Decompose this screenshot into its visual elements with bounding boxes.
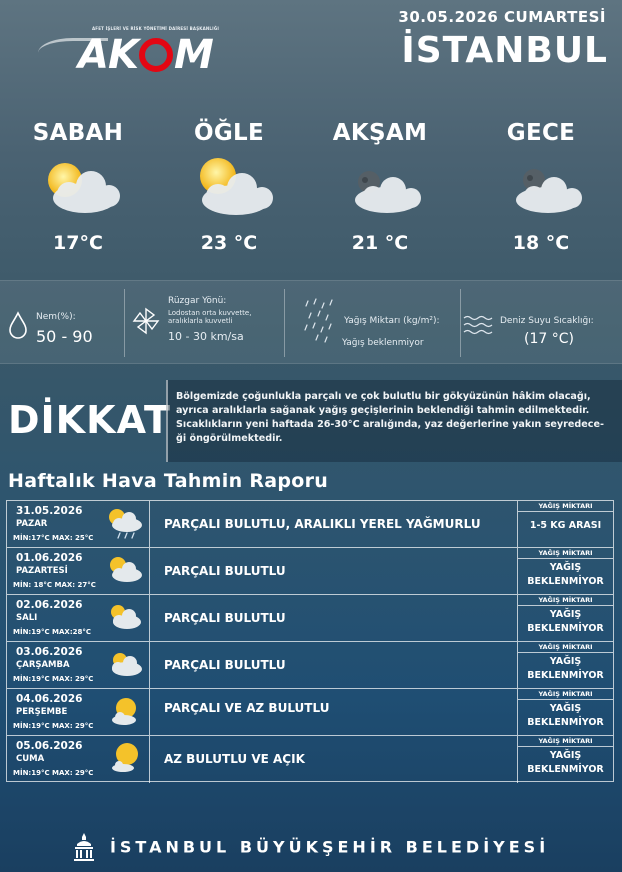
table-row <box>7 548 613 595</box>
warning-line: ayrıca aralıklarla sağanak yağış geçişlerinin beklendiği tahmin edilmektedir. <box>176 405 590 416</box>
divider <box>284 289 285 357</box>
day-date: 31.05.2026 <box>16 505 83 517</box>
rain-amount: 1-5 KG ARASI <box>529 520 602 531</box>
day-minmax: MİN:19°C MAX: 29°C <box>13 769 94 777</box>
mostly-sunny-icon <box>100 693 146 729</box>
day-name: SALI <box>16 613 38 623</box>
period-temp: 18 °C <box>512 232 570 254</box>
warning-box <box>166 380 622 462</box>
humidity-value: 50 - 90 <box>36 327 93 346</box>
rain-cell <box>518 689 613 735</box>
info-strip <box>0 280 622 364</box>
ibb-logo-icon <box>73 832 95 862</box>
desc-cell <box>150 736 518 783</box>
warning-line: ği öngörülmektedir. <box>176 433 283 444</box>
water-drop-icon <box>8 311 28 339</box>
wind-label: Rüzgar Yönü: <box>168 296 227 306</box>
day-cell <box>7 595 150 641</box>
rain-cell <box>518 501 613 547</box>
wind-detail-1: Lodostan orta kuvvette, <box>168 309 252 317</box>
mostly-sunny-icon <box>100 740 146 776</box>
cloud-sun-rain-icon <box>100 505 146 541</box>
day-cell <box>7 736 150 783</box>
partly-cloudy-moon-icon <box>325 150 435 228</box>
logo-subtitle: AFET İŞLERİ VE RİSK YÖNETİMİ DAİRESİ BAŞKANLIĞI <box>92 26 220 31</box>
rain-value: Yağış beklenmiyor <box>342 338 424 348</box>
day-minmax: MİN:19°C MAX:28°C <box>13 628 92 636</box>
partly-cloudy-sun-icon <box>174 150 284 228</box>
period-temp: 21 °C <box>351 232 409 254</box>
rain-header: YAĞIŞ MİKTARI <box>518 736 613 747</box>
warning-line: Bölgemizde çoğunlukla parçalı ve çok bulutlu bir gökyüzünün hâkim olacağı, <box>176 391 591 402</box>
day-minmax: MİN:19°C MAX: 29°C <box>13 675 94 683</box>
forecast-desc: AZ BULUTLU VE AÇIK <box>164 752 305 766</box>
footer <box>0 832 622 862</box>
humidity-label: Nem(%): <box>36 312 76 322</box>
period-ogle <box>159 120 299 254</box>
rain-amount: YAĞIŞ BEKLENMİYOR <box>527 703 604 728</box>
partly-cloudy-sun-icon <box>100 599 146 635</box>
day-cell <box>7 689 150 735</box>
table-row <box>7 736 613 783</box>
rain-header: YAĞIŞ MİKTARI <box>518 595 613 606</box>
partly-cloudy-sun-icon <box>23 150 133 228</box>
rain-cell <box>518 736 613 783</box>
city-name: İSTANBUL <box>401 30 608 71</box>
day-cell <box>7 501 150 547</box>
day-name: PERŞEMBE <box>16 707 68 717</box>
report-date: 30.05.2026 CUMARTESİ <box>398 8 606 26</box>
table-row <box>7 689 613 736</box>
day-date: 02.06.2026 <box>16 599 83 611</box>
forecast-desc: PARÇALI BULUTLU <box>164 658 286 672</box>
day-date: 03.06.2026 <box>16 646 83 658</box>
pinwheel-icon <box>130 305 162 337</box>
rain-header: YAĞIŞ MİKTARI <box>518 548 613 559</box>
day-minmax: MİN: 18°C MAX: 27°C <box>13 581 96 589</box>
akom-logo <box>78 26 218 76</box>
day-name: ÇARŞAMBA <box>16 660 70 670</box>
partly-cloudy-moon-icon <box>486 150 596 228</box>
rain-cell <box>518 642 613 688</box>
desc-cell <box>150 548 518 594</box>
day-date: 05.06.2026 <box>16 740 83 752</box>
warning-line: Sıcaklıkların yeni haftada 26-30°C aralığında, yaz değerlerine yakın seyredece- <box>176 419 604 430</box>
weekly-title: Haftalık Hava Tahmin Raporu <box>8 470 329 492</box>
day-minmax: MİN:17°C MAX: 25°C <box>13 534 94 542</box>
partly-cloudy-sun-icon <box>100 552 146 588</box>
period-sabah <box>8 120 148 254</box>
desc-cell <box>150 501 518 547</box>
day-minmax: MİN:19°C MAX: 29°C <box>13 722 94 730</box>
forecast-desc: PARÇALI BULUTLU <box>164 564 286 578</box>
rain-header: YAĞIŞ MİKTARI <box>518 689 613 700</box>
rain-amount: YAĞIŞ BEKLENMİYOR <box>527 609 604 634</box>
forecast-desc: PARÇALI VE AZ BULUTLU <box>164 701 330 715</box>
rain-amount: YAĞIŞ BEKLENMİYOR <box>527 656 604 681</box>
rain-cell <box>518 595 613 641</box>
rain-amount: YAĞIŞ BEKLENMİYOR <box>527 750 604 775</box>
forecast-desc: PARÇALI BULUTLU, ARALIKLI YEREL YAĞMURLU <box>164 517 481 531</box>
period-temp: 17°C <box>53 232 103 254</box>
day-name: PAZARTESİ <box>16 566 68 576</box>
day-cell <box>7 642 150 688</box>
period-gece <box>471 120 611 254</box>
table-row <box>7 501 613 548</box>
table-row <box>7 595 613 642</box>
day-cell <box>7 548 150 594</box>
forecast-desc: PARÇALI BULUTLU <box>164 611 286 625</box>
period-label: AKŞAM <box>332 120 428 146</box>
period-aksam <box>310 120 450 254</box>
weekly-table <box>6 500 614 782</box>
period-label: ÖĞLE <box>194 120 264 146</box>
day-date: 01.06.2026 <box>16 552 83 564</box>
wind-value: 10 - 30 km/sa <box>168 330 244 343</box>
table-row <box>7 642 613 689</box>
day-name: PAZAR <box>16 519 48 529</box>
day-date: 04.06.2026 <box>16 693 83 705</box>
rain-header: YAĞIŞ MİKTARI <box>518 642 613 653</box>
desc-cell <box>150 595 518 641</box>
sea-temp-value: (17 °C) <box>524 331 574 347</box>
divider <box>124 289 125 357</box>
rain-amount: YAĞIŞ BEKLENMİYOR <box>527 562 604 587</box>
rain-drops-icon <box>302 297 336 345</box>
rain-label: Yağış Miktarı (kg/m²): <box>344 316 440 326</box>
sea-waves-icon <box>463 313 493 337</box>
rain-header: YAĞIŞ MİKTARI <box>518 501 613 512</box>
logo-wordmark: AK M <box>78 32 213 78</box>
sea-temp-label: Deniz Suyu Sıcaklığı: <box>500 316 594 326</box>
desc-cell <box>150 642 518 688</box>
period-label: SABAH <box>32 120 124 146</box>
divider <box>460 289 461 357</box>
rain-cell <box>518 548 613 594</box>
wind-detail-2: aralıklarla kuvvetli <box>168 317 233 325</box>
day-name: CUMA <box>16 754 45 764</box>
period-label: GECE <box>506 120 576 146</box>
footer-text: İSTANBUL BÜYÜKŞEHİR BELEDİYESİ <box>109 837 550 857</box>
desc-cell <box>150 689 518 735</box>
partly-cloudy-sun-icon <box>100 646 146 682</box>
period-temp: 23 °C <box>200 232 258 254</box>
warning-title: DİKKAT <box>8 398 171 442</box>
